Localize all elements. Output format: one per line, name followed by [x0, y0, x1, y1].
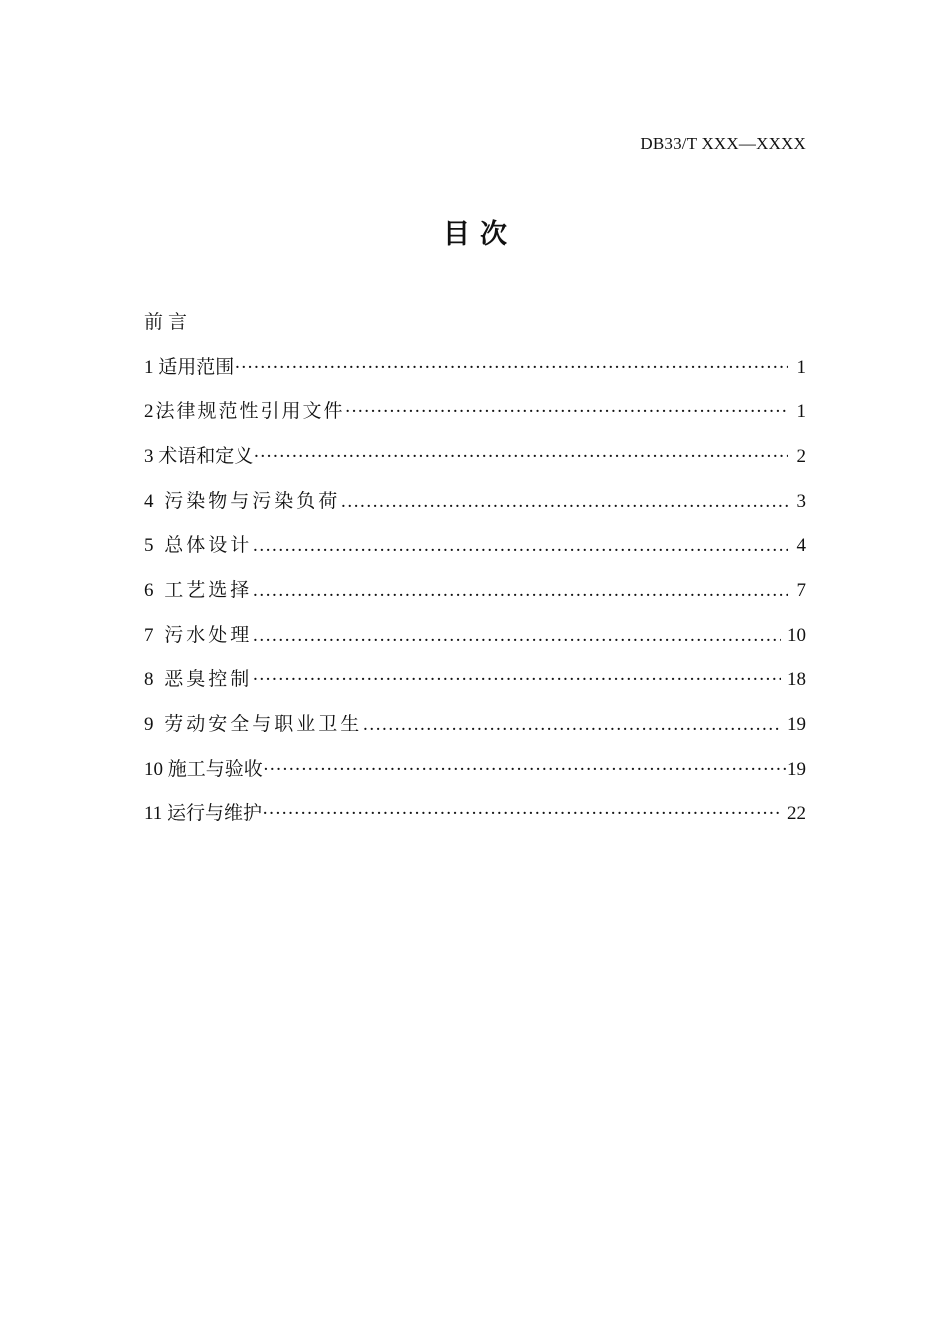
table-of-contents: [144, 308, 806, 844]
toc-page-number: 1: [796, 356, 806, 378]
document-code: DB33/T XXX—XXXX: [640, 134, 806, 153]
toc-entry[interactable]: [144, 531, 806, 561]
toc-entry-label: 6 工艺选择: [144, 579, 253, 601]
toc-leader-dots: [234, 353, 788, 383]
toc-page-number: 10: [787, 624, 806, 646]
toc-page-number: 1: [796, 401, 806, 423]
toc-entry[interactable]: [144, 621, 806, 651]
toc-entry-label: 11 运行与维护: [144, 803, 263, 825]
toc-entry[interactable]: [144, 442, 806, 472]
toc-entry[interactable]: [144, 665, 806, 695]
toc-entry[interactable]: [144, 353, 806, 383]
toc-entry-label: 2法律规范性引用文件: [144, 401, 345, 423]
toc-leader-dots: [252, 576, 788, 606]
toc-page-number: 4: [796, 535, 806, 557]
toc-page-number: 22: [787, 803, 806, 825]
toc-entry[interactable]: [144, 487, 806, 517]
page-title: 目次: [443, 219, 517, 249]
toc-leader-dots: [340, 487, 788, 517]
toc-leader-dots: [262, 799, 781, 829]
toc-page-number: 3: [796, 490, 806, 512]
toc-entry[interactable]: [144, 397, 806, 427]
toc-page-number: 18: [787, 669, 806, 691]
toc-leader-dots: [253, 442, 788, 472]
toc-entry-label: 4 污染物与污染负荷: [144, 490, 341, 512]
toc-leader-dots: [252, 621, 781, 651]
toc-entry-label: 5 总体设计: [144, 535, 253, 557]
toc-leader-dots: [362, 710, 781, 740]
toc-entry[interactable]: [144, 710, 806, 740]
toc-page-number: 2: [796, 445, 806, 467]
toc-entry-label: 3 术语和定义: [144, 445, 254, 467]
toc-entry[interactable]: [144, 576, 806, 606]
toc-entry-label: 9 劳动安全与职业卫生: [144, 714, 363, 735]
toc-entry-label: 10 施工与验收: [144, 758, 263, 780]
toc-leader-dots: [263, 755, 787, 785]
toc-entry-preface[interactable]: 前言: [144, 312, 193, 333]
toc-leader-dots: [345, 397, 788, 427]
toc-page-number: 19: [787, 714, 806, 735]
toc-entry[interactable]: [144, 799, 806, 829]
toc-entry-label: 1 适用范围: [144, 356, 235, 378]
toc-leader-dots: [252, 665, 781, 695]
toc-leader-dots: [252, 531, 788, 561]
toc-entry[interactable]: [144, 755, 806, 785]
toc-entry-label: 8 恶臭控制: [144, 669, 253, 691]
toc-page-number: 19: [787, 758, 806, 780]
toc-page-number: 7: [796, 579, 806, 601]
toc-entry-label: 7 污水处理: [144, 624, 253, 646]
